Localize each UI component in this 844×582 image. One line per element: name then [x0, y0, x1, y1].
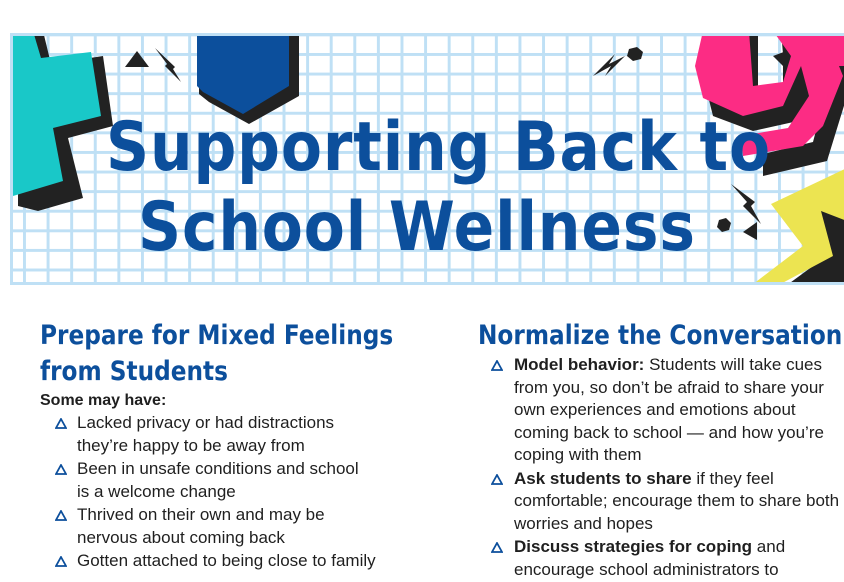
list-item — [478, 536, 844, 581]
mixed-feelings-list — [40, 412, 450, 573]
list-item-text: and encourage school administrators to — [514, 537, 786, 579]
list-item-text: Students will take cues from you, so don’t be afraid to share your own experiences and emotions about coming back to school — and how you’re coping with them — [514, 355, 824, 464]
list-item-line-1: Lacked privacy or had distractions — [77, 413, 335, 432]
list-item-bold-lead: Ask students to share — [514, 468, 692, 488]
list-item — [40, 504, 450, 549]
list-item-line-1: Been in unsafe conditions and school — [77, 459, 359, 478]
banner-title-line-2: School Wellness — [138, 188, 696, 267]
list-item — [478, 354, 844, 467]
section-heading: Normalize the Conversation — [478, 320, 843, 351]
list-item-line-1: Thrived on their own and may be — [77, 505, 325, 524]
list-item-line-2: they’re happy to be away from — [77, 435, 305, 455]
header-banner — [10, 33, 844, 285]
list-item-line-1: Gotten attached to being close to family — [77, 551, 376, 570]
list-item-text: if they feel comfortable; encourage them to share both worries and hopes — [514, 468, 840, 533]
list-item-bold-lead: Discuss strategies for coping — [514, 537, 753, 556]
list-item-bold-lead: Model behavior: — [514, 355, 645, 374]
mixed-feelings-section — [40, 318, 450, 574]
section-heading-line-2: from Students — [40, 356, 228, 387]
list-item — [40, 412, 450, 457]
list-item-line-2: nervous about coming back — [77, 527, 285, 547]
list-item — [40, 458, 450, 503]
banner-title-line-1: Supporting Back to — [106, 108, 772, 187]
list-item — [478, 468, 844, 536]
list-item-line-2: is a welcome change — [77, 481, 236, 501]
section-heading-line-1: Prepare for Mixed Feelings — [40, 320, 394, 351]
list-item — [40, 550, 450, 573]
normalize-conversation-list — [478, 354, 844, 581]
banner-title — [13, 36, 844, 285]
section-intro: Some may have: — [40, 392, 167, 409]
normalize-conversation-section — [478, 318, 844, 582]
